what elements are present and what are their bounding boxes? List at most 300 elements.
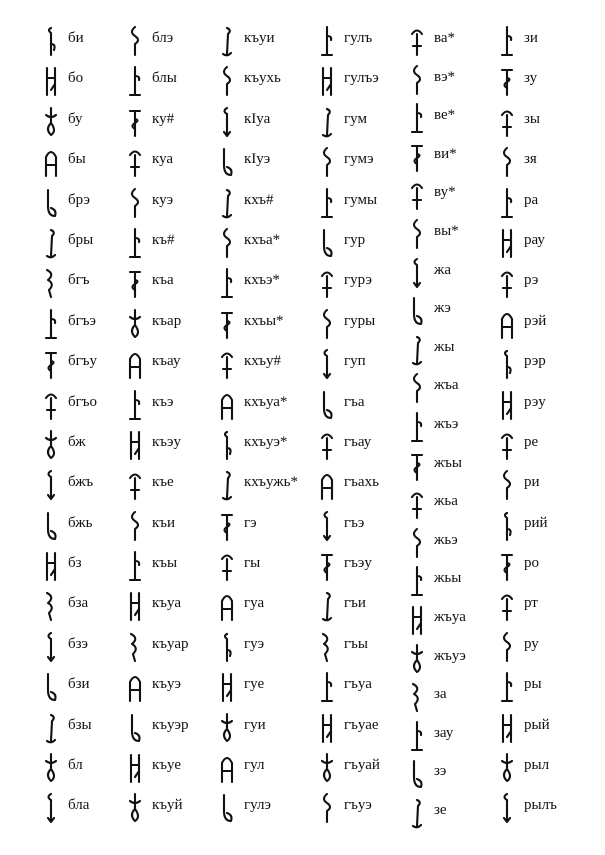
- syllable-label: вы*: [434, 222, 459, 239]
- syllable-label: гулэ: [244, 797, 271, 814]
- script-glyph-icon: [408, 564, 426, 598]
- syllable-row: [498, 587, 598, 627]
- syllable-label: бжь: [68, 514, 93, 531]
- syllable-row: [126, 668, 226, 708]
- syllable-label: жа: [434, 261, 452, 278]
- script-glyph-icon: [126, 266, 144, 300]
- script-glyph-icon: [42, 711, 60, 745]
- syllable-label: ры: [524, 676, 542, 693]
- script-glyph-icon: [498, 509, 516, 543]
- syllable-label: кхъы*: [244, 312, 284, 329]
- syllable-label: гуе: [244, 676, 265, 693]
- syllable-label: рт: [524, 595, 538, 612]
- syllable-row: [318, 547, 418, 587]
- syllable-label: гъуае: [344, 716, 379, 733]
- script-glyph-icon: [498, 630, 516, 664]
- syllable-label: гъа: [344, 393, 365, 410]
- script-glyph-icon: [218, 428, 236, 462]
- syllable-row: [126, 264, 226, 304]
- syllable-row: [218, 22, 318, 62]
- syllable-label: бзы: [68, 716, 92, 733]
- script-glyph-icon: [498, 589, 516, 623]
- script-glyph-icon: [498, 347, 516, 381]
- syllable-label: жъа: [434, 377, 459, 394]
- syllable-label: гулъ: [344, 30, 373, 46]
- syllable-row: [126, 426, 226, 466]
- script-glyph-icon: [218, 105, 236, 139]
- syllable-label: къуи: [244, 30, 275, 46]
- syllable-column-2: [126, 22, 226, 830]
- script-glyph-icon: [498, 468, 516, 502]
- syllable-label: ва*: [434, 30, 456, 46]
- syllable-label: бу: [68, 110, 83, 127]
- syllable-row: [126, 22, 226, 62]
- syllable-row: [218, 709, 318, 749]
- syllable-label: къ#: [152, 231, 175, 248]
- syllable-label: зу: [524, 70, 538, 87]
- syllable-row: [498, 305, 598, 345]
- syllable-row: [218, 668, 318, 708]
- syllable-label: блэ: [152, 30, 174, 46]
- syllable-row: [126, 587, 226, 627]
- syllable-row: [498, 507, 598, 547]
- syllable-label: кхъуа*: [244, 393, 288, 410]
- syllable-label: бгъ: [68, 272, 90, 289]
- script-glyph-icon: [498, 388, 516, 422]
- syllable-label: куэ: [152, 191, 174, 208]
- script-glyph-icon: [42, 388, 60, 422]
- syllable-row: [498, 789, 598, 829]
- syllable-label: гъи: [344, 595, 366, 612]
- syllable-row: [498, 345, 598, 385]
- syllable-row: [218, 184, 318, 224]
- syllable-row: [498, 709, 598, 749]
- script-glyph-icon: [42, 589, 60, 623]
- script-glyph-icon: [42, 468, 60, 502]
- syllable-label: гъэ: [344, 514, 365, 531]
- syllable-label: гумы: [344, 191, 378, 208]
- script-glyph-icon: [218, 307, 236, 341]
- syllable-label: гурэ: [344, 272, 372, 289]
- syllable-row: [408, 485, 508, 524]
- syllable-row: [218, 628, 318, 668]
- script-glyph-icon: [498, 791, 516, 825]
- syllable-label: къе: [152, 474, 174, 491]
- script-glyph-icon: [42, 226, 60, 260]
- syllable-row: [318, 103, 418, 143]
- syllable-label: рэй: [524, 312, 547, 329]
- script-glyph-icon: [408, 333, 426, 367]
- script-glyph-icon: [318, 791, 336, 825]
- syllable-row: [408, 447, 508, 486]
- syllable-row: [318, 386, 418, 426]
- syllable-label: кIуэ: [244, 151, 271, 168]
- syllable-row: [126, 103, 226, 143]
- script-glyph-icon: [318, 428, 336, 462]
- syllable-row: [126, 749, 226, 789]
- script-glyph-icon: [498, 751, 516, 785]
- syllable-label: за: [434, 686, 447, 703]
- script-glyph-icon: [42, 791, 60, 825]
- script-glyph-icon: [218, 468, 236, 502]
- syllable-label: зя: [524, 151, 537, 168]
- syllable-label: бз: [68, 555, 82, 572]
- syllable-label: жъуа: [434, 608, 466, 625]
- syllable-label: кхъуэ*: [244, 433, 288, 450]
- syllable-label: кхъужь*: [244, 474, 298, 491]
- script-glyph-icon: [126, 388, 144, 422]
- syllable-label: рэу: [524, 393, 546, 410]
- syllable-label: зы: [524, 110, 541, 127]
- script-glyph-icon: [126, 307, 144, 341]
- syllable-label: гуа: [244, 595, 265, 612]
- syllable-row: [498, 628, 598, 668]
- syllable-label: гумэ: [344, 151, 374, 168]
- syllable-label: бл: [68, 757, 83, 774]
- syllable-row: [318, 709, 418, 749]
- script-glyph-icon: [498, 266, 516, 300]
- syllable-label: бзэ: [68, 635, 88, 652]
- syllable-row: [498, 103, 598, 143]
- syllable-row: [126, 184, 226, 224]
- syllable-row: [126, 143, 226, 183]
- script-glyph-icon: [318, 711, 336, 745]
- syllable-label: гулъэ: [344, 70, 379, 87]
- syllable-row: [218, 749, 318, 789]
- script-glyph-icon: [218, 509, 236, 543]
- syllable-row: [218, 789, 318, 829]
- syllable-label: ра: [524, 191, 539, 208]
- script-glyph-icon: [218, 266, 236, 300]
- syllable-label: къи: [152, 514, 176, 531]
- syllable-row: [318, 143, 418, 183]
- syllable-row: [126, 628, 226, 668]
- syllable-label: гъау: [344, 433, 372, 450]
- syllable-row: [218, 386, 318, 426]
- syllable-label: ро: [524, 555, 539, 572]
- script-glyph-icon: [218, 24, 236, 58]
- script-glyph-icon: [498, 549, 516, 583]
- syllable-row: [408, 524, 508, 563]
- syllable-label: зи: [524, 30, 538, 46]
- script-glyph-icon: [408, 449, 426, 483]
- syllable-row: [408, 369, 508, 408]
- syllable-label: жьэ: [434, 531, 458, 548]
- script-glyph-icon: [42, 307, 60, 341]
- script-glyph-icon: [318, 468, 336, 502]
- syllable-row: [408, 292, 508, 331]
- syllable-label: жъэ: [434, 415, 459, 432]
- script-glyph-icon: [408, 294, 426, 328]
- script-glyph-icon: [126, 589, 144, 623]
- syllable-row: [408, 678, 508, 717]
- syllable-row: [318, 184, 418, 224]
- syllable-row: [408, 640, 508, 679]
- syllable-row: [408, 601, 508, 640]
- script-glyph-icon: [218, 226, 236, 260]
- script-glyph-icon: [126, 347, 144, 381]
- syllable-row: [408, 215, 508, 254]
- script-glyph-icon: [218, 347, 236, 381]
- syllable-column-6: [498, 22, 598, 830]
- syllable-label: зау: [434, 724, 454, 741]
- syllable-label: жэ: [434, 300, 451, 317]
- syllable-row: [126, 789, 226, 829]
- syllable-row: [318, 628, 418, 668]
- syllable-row: [318, 749, 418, 789]
- script-glyph-icon: [318, 186, 336, 220]
- script-glyph-icon: [42, 64, 60, 98]
- syllable-row: [126, 345, 226, 385]
- script-glyph-icon: [408, 642, 426, 676]
- script-glyph-icon: [408, 101, 426, 135]
- syllable-label: гэ: [244, 514, 257, 531]
- script-glyph-icon: [408, 603, 426, 637]
- script-glyph-icon: [318, 266, 336, 300]
- script-glyph-icon: [126, 24, 144, 58]
- syllable-label: рый: [524, 716, 550, 733]
- syllable-label: гъахь: [344, 474, 379, 491]
- syllable-label: бжъ: [68, 474, 94, 491]
- syllable-label: къау: [152, 353, 181, 370]
- syllable-row: [408, 254, 508, 293]
- syllable-label: бж: [68, 433, 86, 450]
- script-glyph-icon: [318, 145, 336, 179]
- script-glyph-icon: [218, 186, 236, 220]
- script-glyph-icon: [42, 105, 60, 139]
- syllable-row: [318, 305, 418, 345]
- syllable-label: рыл: [524, 757, 550, 774]
- syllable-row: [318, 466, 418, 506]
- syllable-label: гуи: [244, 716, 266, 733]
- syllable-label: гур: [344, 231, 366, 248]
- script-glyph-icon: [498, 64, 516, 98]
- syllable-label: рэ: [524, 272, 539, 289]
- script-glyph-icon: [408, 719, 426, 753]
- syllable-row: [126, 466, 226, 506]
- script-glyph-icon: [498, 186, 516, 220]
- syllable-row: [318, 22, 418, 62]
- syllable-row: [218, 224, 318, 264]
- syllable-row: [218, 305, 318, 345]
- script-glyph-icon: [126, 670, 144, 704]
- syllable-label: кIуа: [244, 110, 271, 127]
- syllable-label: ву*: [434, 184, 456, 201]
- script-glyph-icon: [126, 711, 144, 745]
- syllable-row: [498, 62, 598, 102]
- syllable-row: [318, 224, 418, 264]
- syllable-label: рау: [524, 231, 545, 248]
- syllable-label: къухь: [244, 70, 281, 87]
- script-glyph-icon: [318, 388, 336, 422]
- script-glyph-icon: [408, 526, 426, 560]
- syllable-row: [218, 345, 318, 385]
- script-glyph-icon: [498, 670, 516, 704]
- syllable-row: [498, 143, 598, 183]
- syllable-row: [408, 138, 508, 177]
- syllable-label: кхъу#: [244, 353, 281, 370]
- script-glyph-icon: [126, 226, 144, 260]
- syllable-label: къуар: [152, 635, 189, 652]
- syllable-row: [318, 264, 418, 304]
- syllable-row: [318, 587, 418, 627]
- script-glyph-icon: [318, 226, 336, 260]
- syllable-label: жьы: [434, 570, 462, 587]
- syllable-label: гум: [344, 110, 367, 127]
- syllable-label: къа: [152, 272, 174, 289]
- script-glyph-icon: [42, 509, 60, 543]
- script-glyph-icon: [498, 24, 516, 58]
- syllable-row: [218, 466, 318, 506]
- syllable-label: къуе: [152, 757, 182, 774]
- syllable-label: вэ*: [434, 68, 456, 85]
- syllable-row: [408, 755, 508, 794]
- syllable-label: къар: [152, 312, 182, 329]
- script-glyph-icon: [218, 388, 236, 422]
- syllable-label: зэ: [434, 763, 447, 780]
- syllable-label: ру: [524, 635, 539, 652]
- script-glyph-icon: [42, 24, 60, 58]
- script-glyph-icon: [126, 509, 144, 543]
- syllable-label: гуп: [344, 353, 366, 370]
- syllable-label: рылъ: [524, 797, 557, 814]
- script-glyph-icon: [126, 630, 144, 664]
- syllable-label: бла: [68, 797, 90, 814]
- syllable-row: [498, 224, 598, 264]
- script-glyph-icon: [408, 487, 426, 521]
- script-glyph-icon: [218, 711, 236, 745]
- script-glyph-icon: [498, 711, 516, 745]
- script-glyph-icon: [126, 751, 144, 785]
- syllable-row: [126, 507, 226, 547]
- syllable-row: [498, 386, 598, 426]
- syllable-row: [218, 264, 318, 304]
- syllable-label: гъуэ: [344, 797, 372, 814]
- script-glyph-icon: [42, 145, 60, 179]
- script-glyph-icon: [318, 630, 336, 664]
- syllable-label: ре: [524, 433, 539, 450]
- syllable-label: жьа: [434, 493, 458, 510]
- syllable-label: жы: [434, 338, 455, 355]
- script-glyph-icon: [408, 256, 426, 290]
- script-glyph-icon: [318, 24, 336, 58]
- script-glyph-icon: [126, 186, 144, 220]
- script-glyph-icon: [318, 670, 336, 704]
- script-glyph-icon: [318, 509, 336, 543]
- syllable-label: гуэ: [244, 635, 265, 652]
- script-glyph-icon: [218, 751, 236, 785]
- script-glyph-icon: [408, 410, 426, 444]
- syllable-row: [318, 62, 418, 102]
- script-glyph-icon: [42, 347, 60, 381]
- syllable-row: [126, 305, 226, 345]
- script-glyph-icon: [408, 796, 426, 830]
- syllable-label: къэу: [152, 433, 181, 450]
- syllable-row: [408, 408, 508, 447]
- script-glyph-icon: [218, 791, 236, 825]
- syllable-label: жъуэ: [434, 647, 466, 664]
- script-glyph-icon: [218, 145, 236, 179]
- script-glyph-icon: [218, 670, 236, 704]
- script-glyph-icon: [318, 347, 336, 381]
- syllable-label: бры: [68, 231, 94, 248]
- script-glyph-icon: [126, 468, 144, 502]
- syllable-label: къуа: [152, 595, 182, 612]
- script-glyph-icon: [408, 178, 426, 212]
- script-glyph-icon: [498, 105, 516, 139]
- script-glyph-icon: [318, 751, 336, 785]
- syllable-row: [498, 426, 598, 466]
- script-glyph-icon: [498, 226, 516, 260]
- syllable-row: [498, 749, 598, 789]
- syllable-row: [498, 264, 598, 304]
- syllable-label: гуры: [344, 312, 376, 329]
- syllable-label: рий: [524, 514, 548, 531]
- syllable-row: [498, 466, 598, 506]
- syllable-row: [218, 426, 318, 466]
- syllable-row: [218, 547, 318, 587]
- syllable-label: би: [68, 30, 84, 46]
- syllable-row: [126, 62, 226, 102]
- script-glyph-icon: [318, 105, 336, 139]
- syllable-row: [408, 331, 508, 370]
- script-glyph-icon: [126, 145, 144, 179]
- script-glyph-icon: [318, 589, 336, 623]
- syllable-label: бгъу: [68, 353, 98, 370]
- syllable-row: [126, 224, 226, 264]
- syllable-label: гъуа: [344, 676, 372, 693]
- syllable-label: гы: [244, 555, 261, 572]
- script-glyph-icon: [498, 307, 516, 341]
- syllable-label: кхъэ*: [244, 272, 280, 289]
- syllable-label: бо: [68, 70, 84, 87]
- syllable-row: [126, 709, 226, 749]
- syllable-column-4: [318, 22, 418, 830]
- script-glyph-icon: [408, 217, 426, 251]
- syllable-label: гъы: [344, 635, 368, 652]
- script-glyph-icon: [126, 64, 144, 98]
- script-glyph-icon: [408, 680, 426, 714]
- script-glyph-icon: [42, 630, 60, 664]
- syllable-row: [498, 22, 598, 62]
- syllable-row: [318, 507, 418, 547]
- script-glyph-icon: [318, 64, 336, 98]
- syllable-label: бзи: [68, 676, 90, 693]
- script-glyph-icon: [126, 791, 144, 825]
- syllable-label: куа: [152, 151, 174, 168]
- script-glyph-icon: [408, 140, 426, 174]
- syllable-row: [126, 386, 226, 426]
- syllable-row: [218, 587, 318, 627]
- script-glyph-icon: [318, 549, 336, 583]
- syllable-label: рэр: [524, 353, 546, 370]
- syllable-label: брэ: [68, 191, 90, 208]
- script-glyph-icon: [126, 428, 144, 462]
- syllable-row: [408, 717, 508, 756]
- syllable-column-5: [408, 22, 508, 832]
- syllable-label: кхъ#: [244, 191, 274, 208]
- script-glyph-icon: [408, 371, 426, 405]
- syllable-row: [408, 99, 508, 138]
- syllable-label: блы: [152, 70, 177, 87]
- syllable-row: [318, 345, 418, 385]
- script-glyph-icon: [218, 630, 236, 664]
- script-glyph-icon: [42, 428, 60, 462]
- script-glyph-icon: [218, 589, 236, 623]
- syllable-label: ку#: [152, 110, 175, 127]
- syllable-label: бгъэ: [68, 312, 96, 329]
- syllable-row: [218, 143, 318, 183]
